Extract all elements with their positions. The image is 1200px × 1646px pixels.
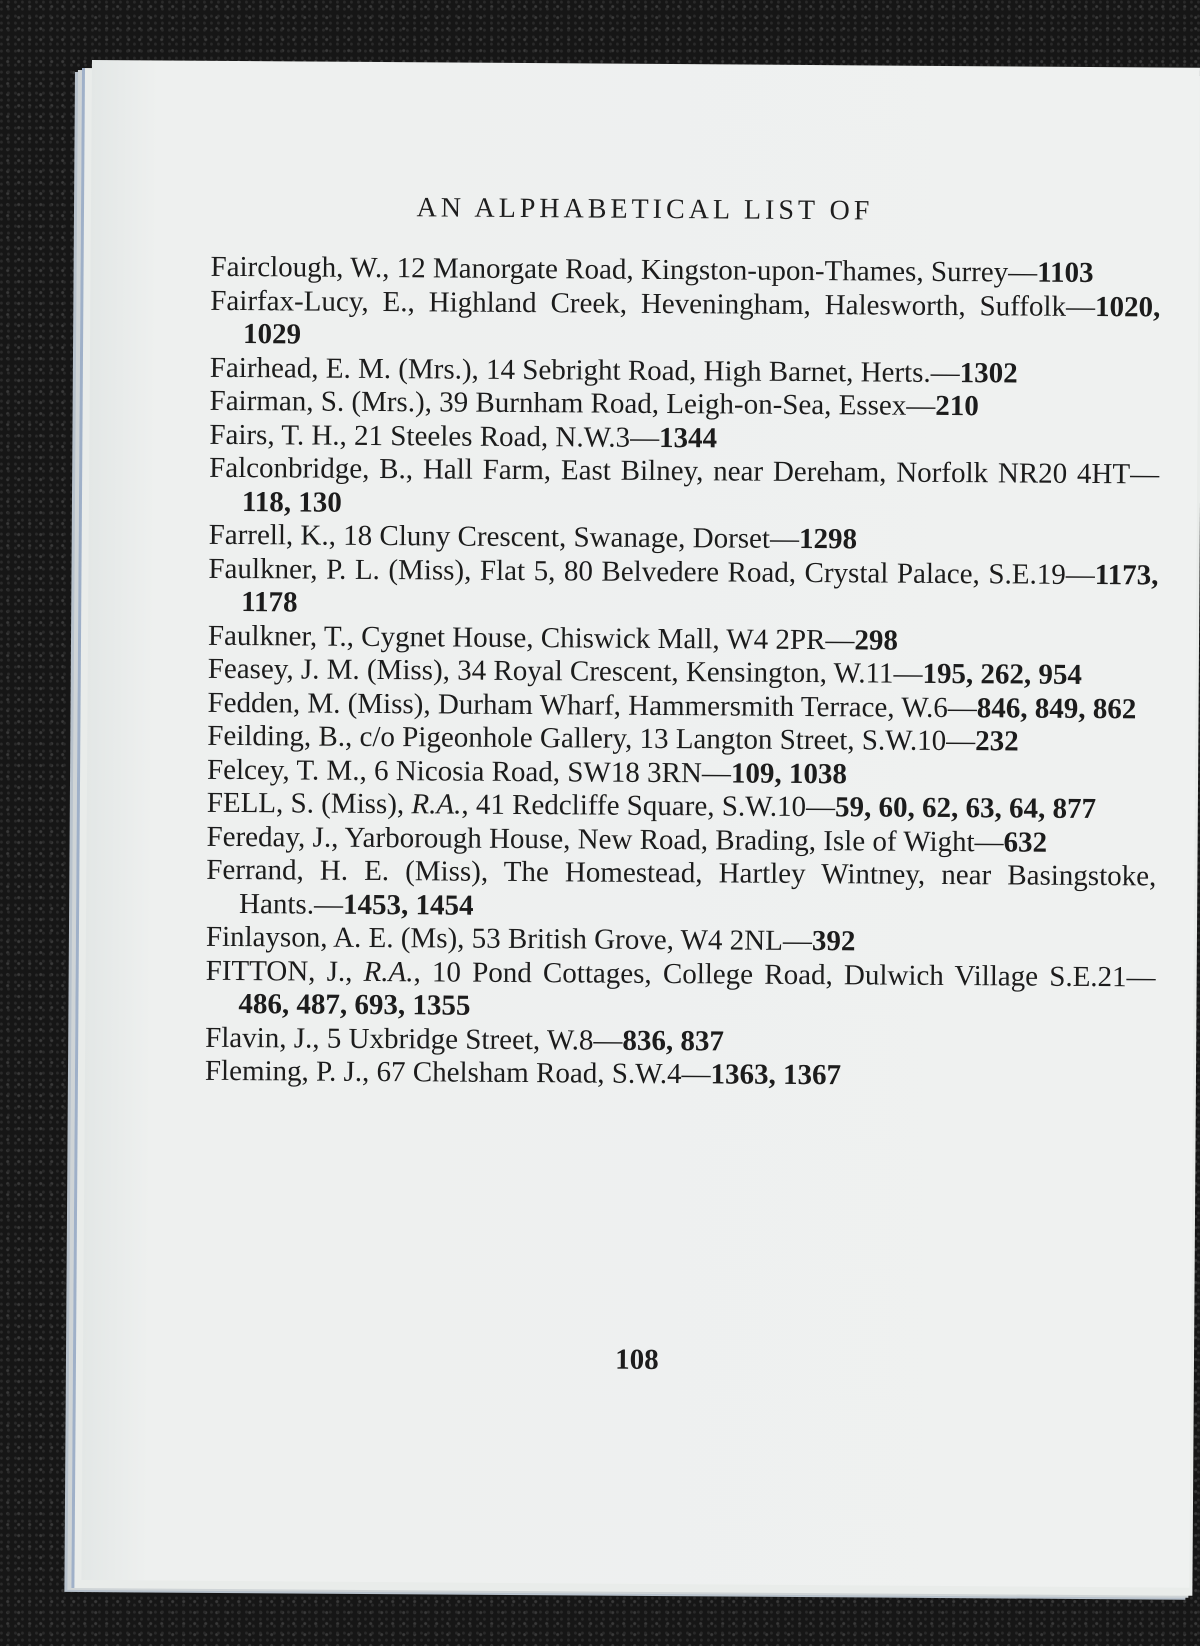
directory-entry: FITTON, J., R.A., 10 Pond Cottages, College Road, Dulwich Village S.E.21—486, 487, 693, 1355: [205, 954, 1156, 1022]
entry-address: 12 Manorgate Road, Kingston-upon-Thames, Surrey: [396, 252, 1009, 289]
directory-entry: Fleming, P. J., 67 Chelsham Road, S.W.4—1363, 1367: [204, 1054, 842, 1092]
entry-numbers: 836, 837: [622, 1024, 725, 1057]
entry-numbers: 59, 60, 62, 63, 64, 877: [835, 791, 1097, 826]
entry-address: Cygnet House, Chiswick Mall, W4 2PR: [361, 620, 826, 656]
entry-address: 10 Pond Cottages, College Road, Dulwich Village S.E.21: [431, 955, 1127, 993]
entry-address: Yarborough House, New Road, Brading, Isle of Wight: [344, 821, 975, 858]
entry-name: Fedden, M. (Miss),: [207, 686, 431, 720]
directory-entry: Feilding, B., c/o Pigeonhole Gallery, 13 Langton Street, S.W.10—232: [207, 719, 1019, 758]
entry-name: FITTON, J.,: [205, 954, 353, 988]
entry-name: Ferrand, H. E. (Miss),: [206, 853, 489, 888]
entry-name: Fairclough, W.,: [210, 250, 390, 285]
entry-numbers: 1298: [798, 522, 858, 556]
entry-name: Felcey, T. M.,: [206, 753, 367, 787]
entry-name: Faulkner, P. L. (Miss),: [208, 552, 472, 587]
page-heading: AN ALPHABETICAL LIST OF: [416, 192, 874, 227]
entry-address: The Homestead, Hartley Wintney, near Basingstoke, Hants.: [239, 855, 1157, 921]
entry-numbers: 109, 1038: [730, 756, 847, 790]
entry-numbers: 210: [935, 389, 979, 423]
entry-numbers: 1020, 1029: [242, 290, 1161, 351]
entry-name: Flavin, J.,: [205, 1021, 320, 1055]
directory-entry: Felcey, T. M., 6 Nicosia Road, SW18 3RN—109, 1038: [206, 753, 847, 790]
entry-numbers: 298: [854, 623, 899, 657]
entry-name: Fairhead, E. M. (Mrs.),: [209, 351, 479, 386]
entry-numbers: 118, 130: [241, 485, 342, 519]
entry-name: Fereday, J.,: [206, 820, 339, 854]
directory-entry: FELL, S. (Miss), R.A., 41 Redcliffe Square, S.W.10—59, 60, 62, 63, 64, 877: [206, 786, 1097, 826]
entry-name: Feasey, J. M. (Miss),: [207, 652, 451, 687]
entry-name: Fairfax-Lucy, E.,: [210, 284, 415, 318]
entry-name: Feilding, B.,: [207, 719, 353, 753]
directory-entry: Ferrand, H. E. (Miss), The Homestead, Hartley Wintney, near Basingstoke, Hants.—1453, 1454: [206, 853, 1157, 922]
entry-address: 34 Royal Crescent, Kensington, W.11: [457, 654, 894, 690]
entry-numbers: 1302: [959, 356, 1018, 389]
entry-numbers: 195, 262, 954: [922, 657, 1083, 691]
entry-numbers: 632: [1003, 825, 1048, 859]
entry-honour: R.A.: [363, 955, 414, 988]
entry-address: Hall Farm, East Bilney, near Dereham, Norfolk NR20 4HT: [422, 453, 1131, 491]
directory-entry: Fedden, M. (Miss), Durham Wharf, Hammersmith Terrace, W.6—846, 849, 862: [207, 686, 1137, 725]
entry-numbers: 1453, 1454: [342, 888, 474, 922]
entry-name: Fleming, P. J.,: [204, 1054, 370, 1088]
entry-numbers: 846, 849, 862: [976, 691, 1137, 725]
entry-address: Flat 5, 80 Belvedere Road, Crystal Palace, S.E.19: [479, 554, 1066, 591]
entry-name: Faulkner, T.,: [207, 619, 355, 653]
entry-address: c/o Pigeonhole Gallery, 13 Langton Street, S.W.10: [359, 720, 947, 757]
entry-numbers: 392: [811, 925, 856, 958]
entry-address: 41 Redcliffe Square, S.W.10: [475, 788, 807, 824]
directory-entry: Falconbridge, B., Hall Farm, East Bilney, near Dereham, Norfolk NR20 4HT—118, 130: [209, 451, 1160, 519]
directory-entry: Fereday, J., Yarborough House, New Road, Brading, Isle of Wight—632: [206, 820, 1048, 859]
directory-entry: Finlayson, A. E. (Ms), 53 British Grove, W4 2NL—392: [205, 920, 856, 958]
entry-address: 53 British Grove, W4 2NL: [471, 922, 784, 957]
directory-entry: Fairhead, E. M. (Mrs.), 14 Sebright Road, High Barnet, Herts.—1302: [209, 351, 1018, 389]
entry-numbers: 1103: [1037, 256, 1094, 289]
entry-numbers: 486, 487, 693, 1355: [238, 988, 471, 1022]
entry-name: Falconbridge, B.,: [209, 451, 414, 486]
entry-address: 6 Nicosia Road, SW18 3RN: [373, 754, 702, 789]
directory-list: [205, 251, 1161, 1095]
entry-address: 39 Burnham Road, Leigh-on-Sea, Essex: [439, 386, 907, 422]
directory-entry: Feasey, J. M. (Miss), 34 Royal Crescent, Kensington, W.11—195, 262, 954: [207, 652, 1083, 691]
entry-name: FELL, S. (Miss),: [206, 786, 405, 821]
entry-address: 18 Cluny Crescent, Swanage, Dorset: [343, 519, 771, 555]
entry-address: 14 Sebright Road, High Barnet, Herts.: [486, 353, 931, 389]
book-page: [81, 60, 1200, 1588]
directory-entry: Faulkner, T., Cygnet House, Chiswick Mall, W4 2PR—298: [207, 619, 899, 657]
directory-entry: Flavin, J., 5 Uxbridge Street, W.8—836, 837: [205, 1021, 725, 1057]
entry-honour: R.A.: [411, 788, 462, 821]
directory-entry: Farrell, K., 18 Cluny Crescent, Swanage, Dorset—1298: [208, 518, 858, 556]
entry-address: Highland Creek, Heveningham, Halesworth, Suffolk: [428, 285, 1067, 323]
directory-entry: Fairclough, W., 12 Manorgate Road, Kingston-upon-Thames, Surrey—1103: [210, 250, 1094, 289]
entry-name: Fairman, S. (Mrs.),: [209, 384, 433, 419]
directory-entry: Faulkner, P. L. (Miss), Flat 5, 80 Belvedere Road, Crystal Palace, S.E.19—1173, 1178: [208, 552, 1159, 619]
entry-name: Farrell, K.,: [208, 518, 337, 552]
page-number: 108: [615, 1343, 659, 1376]
entry-name: Fairs, T. H.,: [209, 418, 347, 452]
directory-entry: Fairfax-Lucy, E., Highland Creek, Heveningham, Halesworth, Suffolk—1020, 1029: [210, 284, 1161, 351]
entry-address: 67 Chelsham Road, S.W.4: [376, 1056, 682, 1091]
entry-address: 5 Uxbridge Street, W.8: [326, 1022, 594, 1057]
entry-numbers: 1173, 1178: [241, 558, 1159, 619]
entry-address: Durham Wharf, Hammersmith Terrace, W.6: [437, 687, 948, 724]
entry-numbers: 1363, 1367: [710, 1058, 842, 1092]
directory-entry: Fairman, S. (Mrs.), 39 Burnham Road, Leigh-on-Sea, Essex—210: [209, 384, 979, 423]
entry-address: 21 Steeles Road, N.W.3: [354, 419, 631, 454]
entry-name: Finlayson, A. E. (Ms),: [205, 920, 465, 955]
directory-entry: Fairs, T. H., 21 Steeles Road, N.W.3—1344: [209, 418, 718, 454]
entry-numbers: 1344: [659, 421, 718, 454]
entry-numbers: 232: [975, 725, 1019, 758]
